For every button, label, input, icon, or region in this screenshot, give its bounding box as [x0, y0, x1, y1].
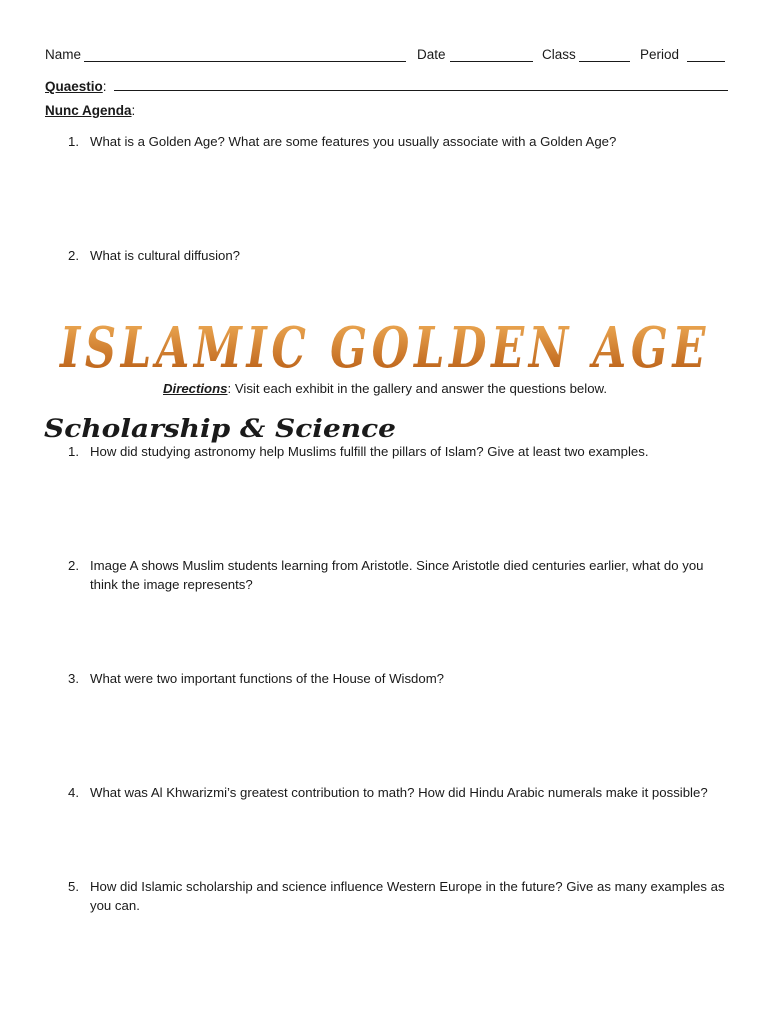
quaestio-field[interactable]	[114, 76, 728, 91]
banner-title: ISLAMIC GOLDEN AGE	[58, 315, 711, 381]
worksheet-page: Name Date Class Period Quaestio: Nunc Agenda: 1. What is a Golden Age? What are some features you usually associate with a Golden Age? 2. What is cultural diffusion? ISLAMIC GOLDEN AGE Directions: Visit each exhibit in the gallery and answer the questions below. Scholarship & Science 1. How did studying astronomy help Muslims fulfill the pillars of Islam? Give at least two examples. 2. Image A shows Muslim students learning from Aristotle. Since Aristotle died centuries earlier, what do you think the image represents? 3. What were two important functions of the House of Wisdom? 4. What was Al Khwarizmi’s greatest contribution to math? How did Hindu Arabic numerals make it possible? 5. How did Islamic scholarship and science influence Western Europe in the future? Give as many examples as you can.	[0, 0, 770, 1024]
directions	[0, 381, 770, 396]
class-label: Class	[542, 47, 576, 62]
name-label: Name	[45, 47, 82, 62]
date-label: Date	[417, 47, 446, 62]
islamic-golden-age-banner	[52, 312, 718, 382]
directions-label: Directions	[163, 381, 228, 396]
quaestio-row: Quaestio:	[45, 76, 728, 94]
quaestio-label: Quaestio	[45, 79, 103, 94]
section-title-text: Scholarship & Science	[44, 414, 396, 443]
agenda-label: Nunc Agenda	[45, 103, 132, 118]
directions-text: : Visit each exhibit in the gallery and answer the questions below.	[227, 381, 607, 396]
agenda-heading: Nunc Agenda:	[45, 103, 136, 118]
period-label: Period	[640, 47, 680, 62]
section-title	[44, 412, 444, 446]
header-row	[45, 47, 725, 67]
